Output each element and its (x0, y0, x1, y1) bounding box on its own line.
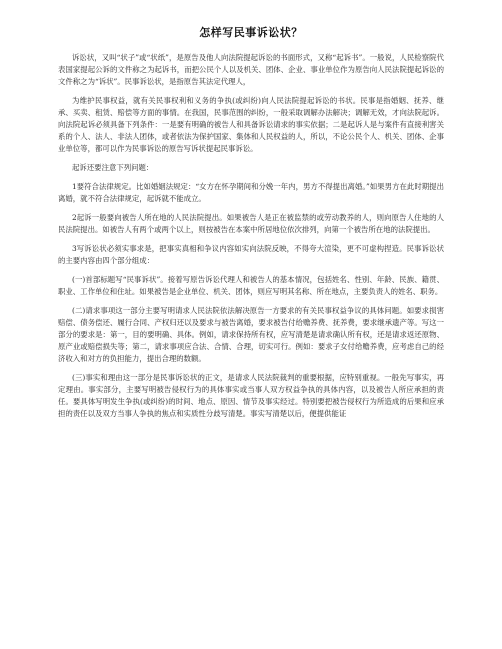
paragraph: 1要符合法律规定。比如婚姻法规定：“女方在怀孕期间和分娩一年内，男方不得提出离婚。”如果男方在此时期提出离婚，就不符合法律规定，起诉就不能成立。 (58, 182, 444, 203)
paragraph: (三)事实和理由这一部分是民事诉讼状的正文，是请求人民法院裁判的重要根据，应特别重视。一般先写事实，再定理由。事实部分，主要写明被告侵权行为的具体事实或当事人双方权益争执的具体内容，以及被告人所应承担的责任。要具体写明发生争执(或纠纷)的时间、地点、原因、情节及事实经过。特别要把被告侵权行为所造成的后果和应承担的责任以及双方当事人争执的焦点和实质性分歧写清楚。事实写清楚以后，便提供能证 (58, 373, 444, 418)
paragraph: (二)请求事项这一部分主要写明请求人民法院依法解决原告一方要求的有关民事权益争议的具体问题。如要求损害赔偿、债务偿还、履行合同、产权归还以及要求与被告离婚，要求被告付给赡养费、抚养费，要求继承遗产等。写这一部分的要求是：第一，目的要明确、具体。例如，请求保持所有权，应写清楚是请求确认所有权，还是请求返还原物、原产业或赔偿损失等；第二，请求事项应合法、合情、合理，切实可行。例如：要求子女付给赡养费，应考虑自己的经济收入和对方的负担能力，提出合理的数额。 (58, 306, 444, 363)
paragraph: (一)首部标题写“民事诉状”。接着写原告诉讼代理人和被告人的基本情况，包括姓名、性别、年龄、民族、籍贯、职业、工作单位和住址。如果被告是企业单位、机关、团体，则应写明其名称、所在地点，主要负责人的姓名、职务。 (58, 275, 444, 296)
paragraph: 为维护民事权益，就有关民事权利和义务的争执(或纠纷)向人民法院提起诉讼的书状。民事是指婚姻、抚养、继承、买卖、租赁、赔偿等方面的事情。在我国，民事范围的纠纷，一般采取调解办法解决；调解无效，才向法院起诉。向法院起诉必须具备下列条件：一是要有明确的被告人和具备诉讼请求的事实依据；二是起诉人是与案件有直接利害关系的个人、法人、非法人团体，或者依法为保护国家、集体和人民权益的人，所以，不论公民个人、机关、团体、企事业单位等，都可以作为民事诉讼的原告写诉状提起民事诉讼。 (58, 96, 444, 153)
paragraph: 诉讼状，又叫“状子”或“状纸”，是原告及他人向法院提起诉讼的书面形式，又称“起诉书”。一般说，人民检察院代表国家提起公诉的文件称之为起诉书，而把公民个人以及机关、团体、企业、事业单位作为原告向人民法院提起诉讼的文件称之为“诉状”。民事诉讼状，是指原告其法定代理人， (58, 53, 444, 86)
paragraph: 2起诉一般要向被告人所在地的人民法院提出。如果被告人是正在被监禁的或劳动教养的人，则向原告人住地的人民法院提出。如被告人有两个或两个以上，则按被告在本案中所居地位依次排列，向第一个被告所在地的法院提出。 (58, 213, 444, 234)
document-title: 怎样写民事诉讼状？ (199, 26, 303, 39)
paragraph: 起诉还要注意下列问题： (72, 163, 154, 172)
paragraph: 3写诉讼状必须实事求是，把事实真相和争议内容如实向法院反映，不得夸大渲染，更不可虚构捏造。民事诉讼状的主要内容由四个部分组成： (58, 244, 444, 265)
document-body (58, 52, 444, 427)
